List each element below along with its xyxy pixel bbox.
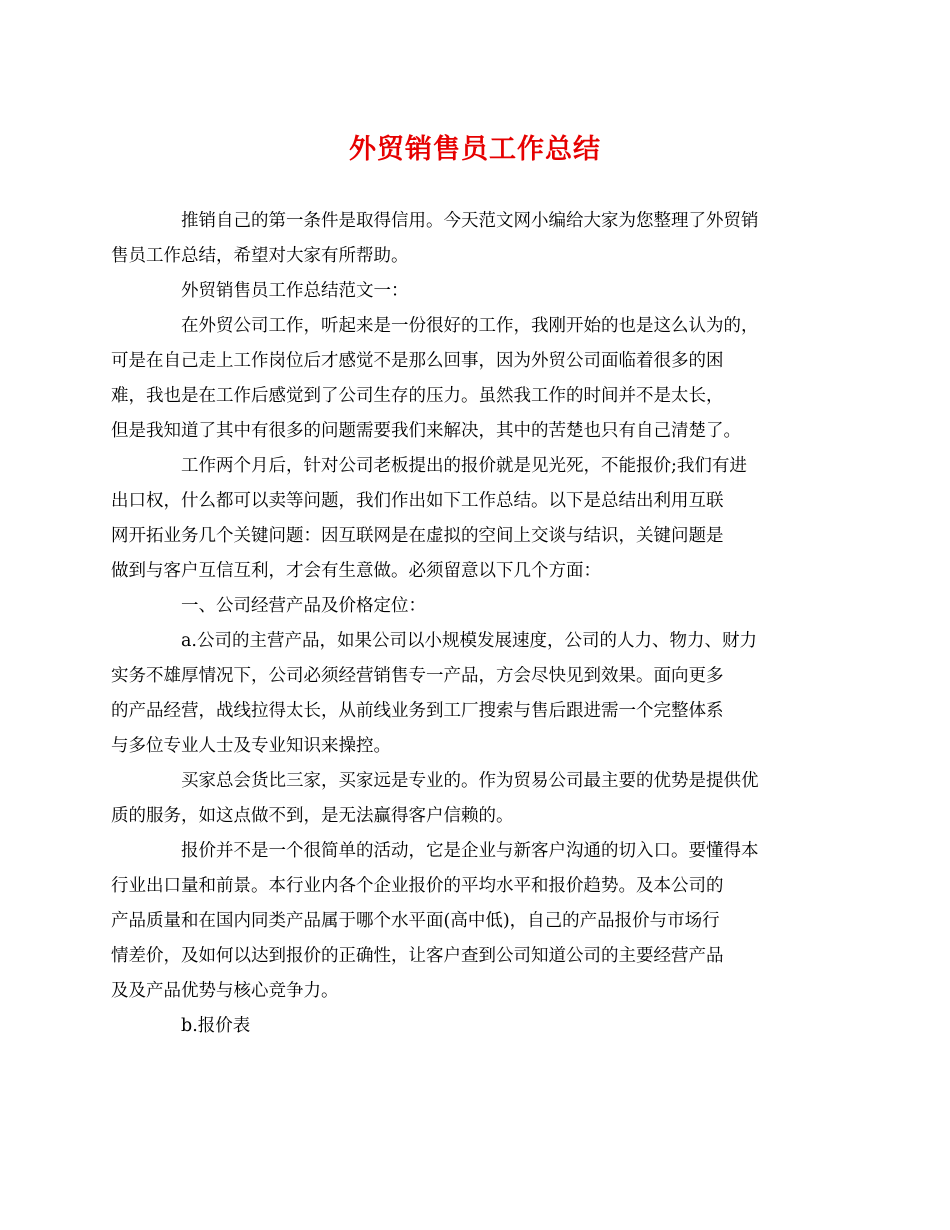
text-line: 买家总会货比三家，买家远是专业的。作为贸易公司最主要的优势是提供优 — [181, 771, 759, 791]
text-line: 工作两个月后，针对公司老板提出的报价就是见光死，不能报价;我们有进 — [181, 456, 747, 476]
text-line: 与多位专业人士及专业知识来操控。 — [111, 736, 391, 756]
paragraph-subheading — [146, 1009, 806, 1044]
paragraph — [111, 834, 806, 1009]
paragraph — [111, 309, 806, 449]
paragraph — [111, 624, 806, 764]
text-line: 报价并不是一个很简单的活动，它是企业与新客户沟通的切入口。要懂得本 — [181, 841, 759, 861]
text-line: 网开拓业务几个关键问题：因互联网是在虚拟的空间上交谈与结识，关键问题是 — [111, 526, 724, 546]
text-line: 做到与客户互信互利，才会有生意做。必须留意以下几个方面： — [111, 561, 601, 581]
text-line: 在外贸公司工作，听起来是一份很好的工作，我刚开始的也是这么认为的， — [181, 316, 759, 336]
text-line: 但是我知道了其中有很多的问题需要我们来解决，其中的苦楚也只有自己清楚了。 — [111, 421, 741, 441]
text-line: 可是在自己走上工作岗位后才感觉不是那么回事，因为外贸公司面临着很多的困 — [111, 351, 724, 371]
document-title: 外贸销售员工作总结 — [349, 134, 601, 165]
paragraph-section-heading — [146, 589, 806, 624]
text-line: 情差价，及如何以达到报价的正确性，让客户查到公司知道公司的主要经营产品 — [111, 946, 724, 966]
text-line: 及及产品优势与核心竞争力。 — [111, 981, 339, 1001]
paragraph — [111, 764, 806, 834]
text-line: b.报价表 — [181, 1016, 251, 1036]
paragraph-section-heading — [146, 274, 806, 309]
text-line: 难，我也是在工作后感觉到了公司生存的压力。虽然我工作的时间并不是太长， — [111, 386, 724, 406]
paragraph-intro — [111, 204, 806, 274]
text-line: 外贸销售员工作总结范文一： — [181, 281, 409, 301]
text-line: 一、公司经营产品及价格定位： — [181, 596, 426, 616]
text-line: 的产品经营，战线拉得太长，从前线业务到工厂搜索与售后跟进需一个完整体系 — [111, 701, 724, 721]
text-line: 行业出口量和前景。本行业内各个企业报价的平均水平和报价趋势。及本公司的 — [111, 876, 724, 896]
paragraph — [111, 449, 806, 589]
text-line: 质的服务，如这点做不到，是无法赢得客户信赖的。 — [111, 806, 514, 826]
document-body — [111, 204, 806, 1044]
text-line: 实务不雄厚情况下，公司必须经营销售专一产品，方会尽快见到效果。面向更多 — [111, 666, 724, 686]
text-line: 出口权，什么都可以卖等问题，我们作出如下工作总结。以下是总结出利用互联 — [111, 491, 724, 511]
text-line: 产品质量和在国内同类产品属于哪个水平面(高中低)，自己的产品报价与市场行 — [111, 911, 720, 931]
text-line: 售员工作总结，希望对大家有所帮助。 — [111, 246, 409, 266]
text-line: 推销自己的第一条件是取得信用。今天范文网小编给大家为您整理了外贸销 — [181, 211, 759, 231]
text-line: a.公司的主营产品，如果公司以小规模发展速度，公司的人力、物力、财力 — [181, 631, 757, 651]
